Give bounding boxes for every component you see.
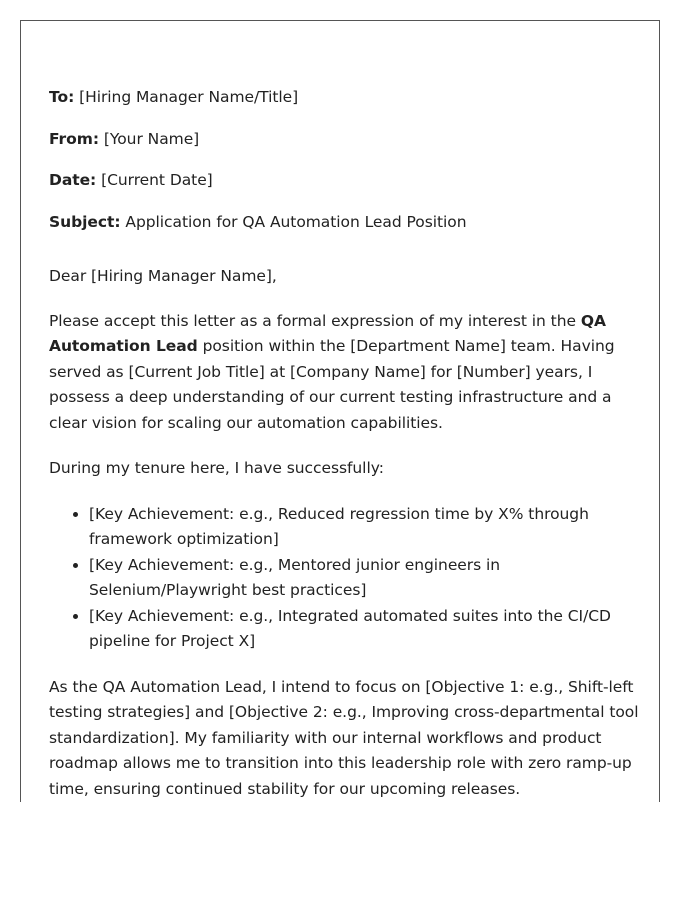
greeting: Dear [Hiring Manager Name], <box>49 267 277 285</box>
from-line <box>49 127 639 153</box>
from-value: [Your Name] <box>103 129 200 148</box>
to-value: [Hiring Manager Name/Title] <box>79 88 299 106</box>
date-line <box>49 168 639 194</box>
date-value: [Current Date] <box>101 171 213 189</box>
intro-position-title: QA Automation Lead <box>49 311 606 355</box>
intro-text-end: position within the [Department Name] team. Having served as [Current Job Title] at [Company Name] for [Number] years, I possess a deep understanding of our current testing infrastructure and a clear vision for scaling our automation capabilities. <box>49 337 615 432</box>
letter-page <box>20 20 660 802</box>
list-item: • [Key Achievement: e.g., Mentored junior engineers in Selenium/Playwright best practices] <box>89 553 639 604</box>
to-line <box>49 85 639 111</box>
tenure-paragraph: During my tenure here, I have successfully: <box>49 459 384 477</box>
intro-paragraph <box>49 309 639 437</box>
from-label: From: <box>49 129 99 148</box>
list-item: • [Key Achievement: e.g., Reduced regression time by X% through framework optimization] <box>89 502 639 553</box>
subject-value: Application for QA Automation Lead Position <box>125 212 467 231</box>
achievements-list <box>49 502 639 655</box>
objectives-paragraph: As the QA Automation Lead, I intend to focus on [Objective 1: e.g., Shift-left testing strategies] and [Objective 2: e.g., Improving cross-departmental tool standardization]. My familiarity with our internal workflows and product roadmap allows me to transition into this leadership role with zero ramp-up time, ensuring continued stability for our upcoming releases. <box>49 677 639 798</box>
subject-label: Subject: <box>49 212 121 231</box>
list-item: • [Key Achievement: e.g., Integrated automated suites into the CI/CD pipeline for Project X] <box>89 604 639 655</box>
letter-body <box>49 85 639 802</box>
date-label: Date: <box>49 171 97 189</box>
to-label: To: <box>49 88 75 106</box>
subject-line <box>49 210 639 236</box>
intro-text-start: Please accept this letter as a formal expression of my interest in the <box>49 311 581 330</box>
